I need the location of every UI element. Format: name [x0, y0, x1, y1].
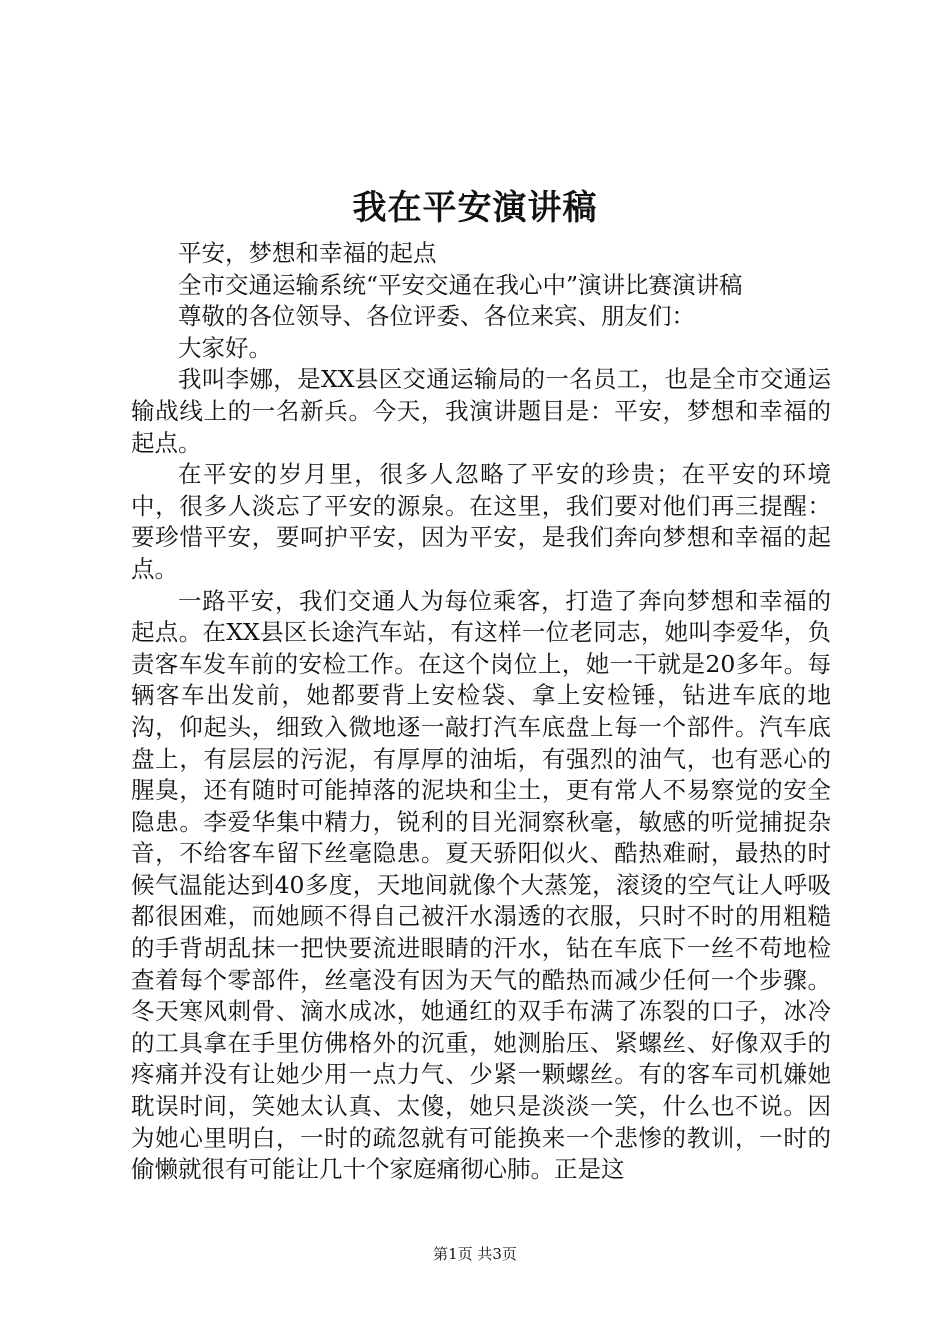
- paragraph-body: 在平安的岁月里，很多人忽略了平安的珍贵；在平安的环境中，很多人淡忘了平安的源泉。在这里，我们要对他们再三提醒：要珍惜平安，要呵护平安，因为平安，是我们奔向梦想和幸福的起点。: [131, 460, 831, 583]
- paragraph-event: 全市交通运输系统“平安交通在我心中”演讲比赛演讲稿: [178, 270, 743, 299]
- paragraph-salutation: 尊敬的各位领导、各位评委、各位来宾、朋友们：: [178, 302, 695, 331]
- document-title: 我在平安演讲稿: [352, 188, 598, 228]
- page-number-footer: 第1页 共3页: [433, 1245, 517, 1263]
- paragraph-body: 一路平安，我们交通人为每位乘客，打造了奔向梦想和幸福的起点。在XX县区长途汽车站，有这样一位老同志，她叫李爱华，负责客车发车前的安检工作。在这个岗位上，她一干就是20多年。每辆客车出发前，她都要背上安检袋、拿上安检锤，钻进车底的地沟，仰起头，细致入微地逐一敲打汽车底盘上每一个部件。汽车底盘上，有层层的污泥，有厚厚的油垢，有强烈的油气，也有恶心的腥臭，还有随时可能掉落的泥块和尘土，更有常人不易察觉的安全隐患。李爱华集中精力，锐利的目光洞察秋毫，敏感的听觉捕捉杂音，不给客车留下丝毫隐患。夏天骄阳似火、酷热难耐，最热的时候气温能达到40多度，天地间就像个大蒸笼，滚烫的空气让人呼吸都很困难，而她顾不得自己被汗水溻透的衣服，只时不时的用粗糙的手背胡乱抹一把快要流进眼睛的汗水，钻在车底下一丝不苟地检查着每个零部件，丝毫没有因为天气的酷热而减少任何一个步骤。冬天寒风刺骨、滴水成冰，她通红的双手布满了冻裂的口子，冰冷的工具拿在手里仿佛格外的沉重，她测胎压、紧螺丝、好像双手的疼痛并没有让她少用一点力气、少紧一颗螺丝。有的客车司机嫌她耽误时间，笑她太认真、太傻，她只是淡淡一笑，什么也不说。因为她心里明白，一时的疏忽就有可能换来一个悲惨的教训，一时的偷懒就很有可能让几十个家庭痛彻心肺。正是这: [131, 586, 831, 1184]
- document-body: [131, 238, 831, 1186]
- paragraph-intro: 我叫李娜，是XX县区交通运输局的一名员工，也是全市交通运输战线上的一名新兵。今天，我演讲题目是：平安，梦想和幸福的起点。: [131, 365, 831, 457]
- paragraph-subtitle: 平安，梦想和幸福的起点: [178, 239, 437, 267]
- paragraph-greeting: 大家好。: [178, 333, 272, 362]
